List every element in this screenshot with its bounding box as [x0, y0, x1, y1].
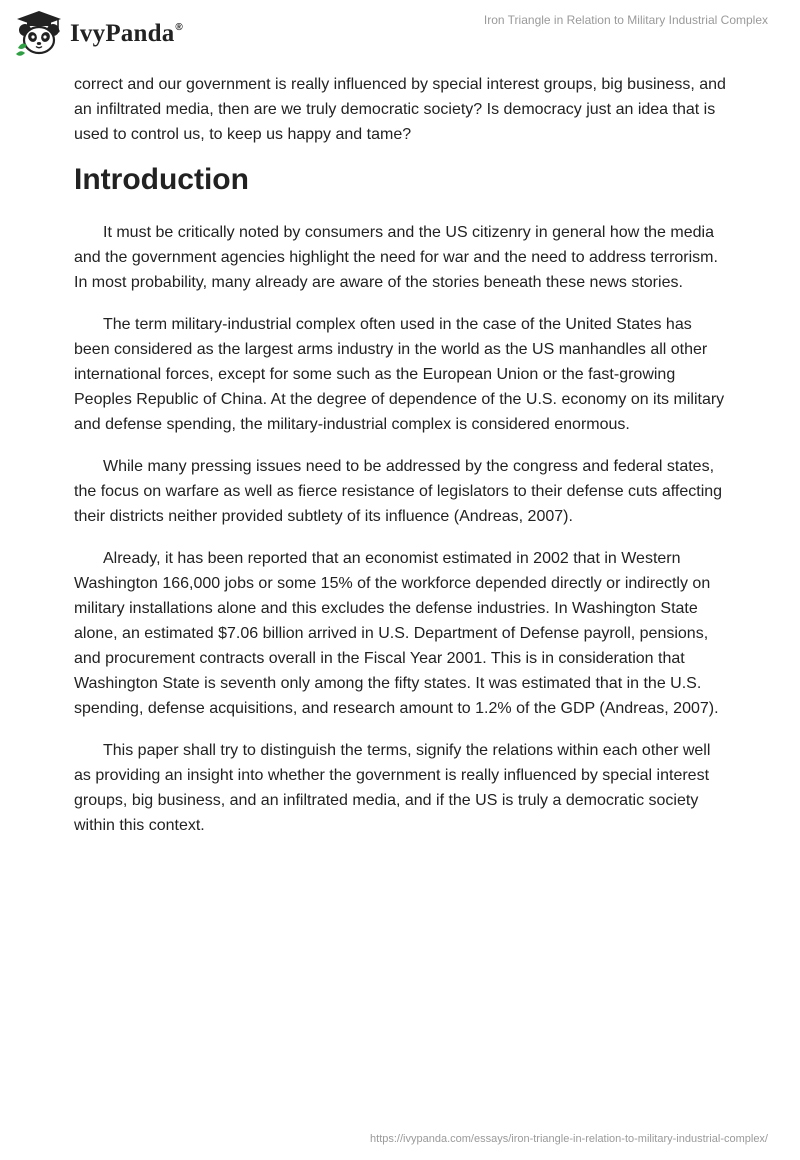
continued-paragraph: correct and our government is really influenced by special interest groups, big business, and an infiltrated media, then are we truly democratic society? Is democracy just an idea that is used to control us, to keep us happy and tame? — [74, 76, 726, 143]
essay-body — [74, 72, 726, 855]
ivypanda-logo[interactable] — [14, 8, 183, 58]
registered-mark: ® — [175, 22, 183, 33]
source-url[interactable]: https://ivypanda.com/essays/iron-triangle-in-relation-to-military-industrial-complex/ — [370, 1133, 768, 1145]
document-title: Iron Triangle in Relation to Military Industrial Complex — [483, 13, 768, 27]
body-paragraph: Already, it has been reported that an economist estimated in 2002 that in Western Washington 166,000 jobs or some 15% of the workforce depended directly or indirectly on military installations alone and this excludes the defense industries. In Washington State alone, an estimated $7.06 billion arrived in U.S. Department of Defense payroll, pensions, and procurement contracts overall in the Fiscal Year 2001. This is in consideration that Washington State is seventh only among the fifty states. It was estimated that in the U.S. spending, defense acquisitions, and research amount to 1.2% of the GDP (Andreas, 2007). — [74, 550, 719, 717]
body-paragraph: While many pressing issues need to be addressed by the congress and federal states, the focus on warfare as well as fierce resistance of legislators to their defense cuts affecting their districts neither provided subtlety of its influence (Andreas, 2007). — [74, 458, 723, 525]
body-paragraph: It must be critically noted by consumers and the US citizenry in general how the media and the government agencies highlight the need for war and the need to address terrorism. In most probability, many already are aware of the stories beneath these news stories. — [74, 224, 718, 291]
logo-wordmark: IvyPanda® — [70, 20, 183, 47]
panda-graduate-icon — [14, 8, 64, 58]
section-heading-introduction: Introduction — [74, 163, 249, 196]
body-paragraph: This paper shall try to distinguish the terms, signify the relations within each other well as providing an insight into whether the government is really influenced by special interest groups, big business, and an infiltrated media, and if the US is truly a democratic society within this context. — [74, 742, 711, 834]
body-paragraph: The term military-industrial complex often used in the case of the United States has been considered as the largest arms industry in the world as the US manhandles all other international forces, except for some such as the European Union or the fast-growing Peoples Republic of China. At the degree of dependence of the U.S. economy on its military and defense spending, the military-industrial complex is considered enormous. — [74, 316, 725, 433]
page-header — [0, 0, 800, 70]
